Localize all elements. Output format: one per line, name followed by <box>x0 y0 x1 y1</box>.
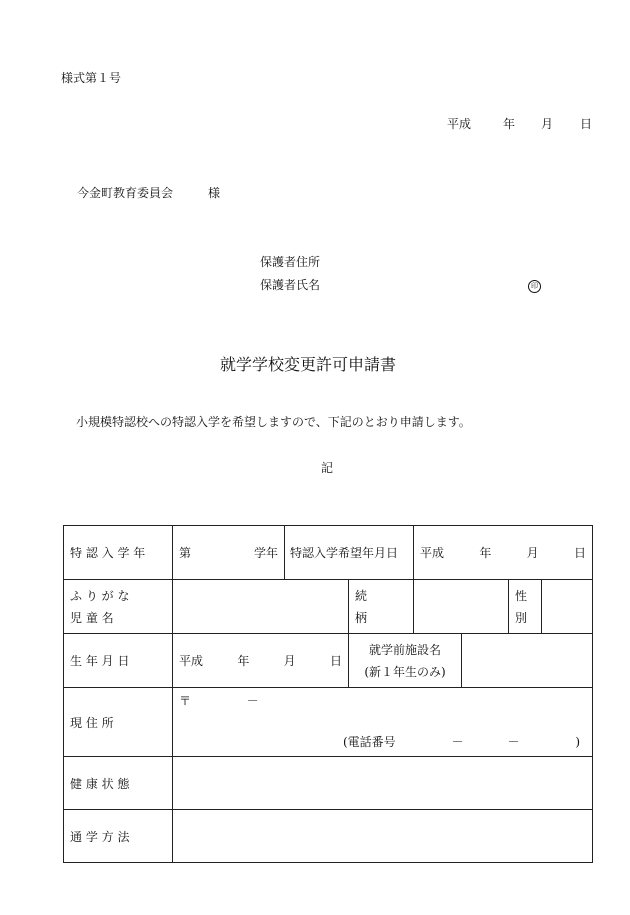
date-year: 年 <box>503 117 516 131</box>
kibou-month: 月 <box>526 546 539 560</box>
cell-preschool[interactable] <box>462 634 593 688</box>
label-furigana-name: ふ り が な 児 童 名 <box>64 580 173 634</box>
label-health: 健 康 状 態 <box>64 757 173 810</box>
row-health <box>64 757 593 810</box>
label-preschool: 就学前施設名 (新１年生のみ) <box>349 634 462 688</box>
label-sei: 性 別 <box>509 580 542 634</box>
phone-label: (電話番号 <box>343 735 396 749</box>
row-commute <box>64 810 593 863</box>
label-zokugara: 続 柄 <box>349 580 414 634</box>
cell-sei[interactable] <box>542 580 593 634</box>
kibou-day: 日 <box>574 546 587 560</box>
document-title: 就学学校変更許可申請書 <box>220 355 397 374</box>
dai-text: 第 <box>179 546 192 560</box>
birth-month: 月 <box>283 654 296 668</box>
applicant-address-label: 保護者住所 <box>260 255 321 269</box>
row-child-name <box>64 580 593 634</box>
postal-dash: － <box>246 694 259 708</box>
row-tokunin-nyugaku <box>64 526 593 580</box>
label-commute: 通 学 方 法 <box>64 810 173 863</box>
cell-health[interactable] <box>173 757 593 810</box>
birth-era: 平成 <box>179 654 204 668</box>
label-address: 現 住 所 <box>64 688 173 757</box>
phone-dash-1: － <box>451 735 464 749</box>
row-birthdate <box>64 634 593 688</box>
application-table <box>63 525 593 863</box>
addressee-org: 今金町教育委員会 <box>77 186 174 200</box>
phone-dash-2: － <box>507 735 520 749</box>
phone-close: ) <box>575 734 581 749</box>
body-text: 小規模特認校への特認入学を希望しますので、下記のとおり申請します。 <box>76 415 471 429</box>
cell-kibou-date[interactable] <box>414 526 593 580</box>
cell-zokugara[interactable] <box>414 580 509 634</box>
cell-address[interactable] <box>173 688 593 757</box>
date-era: 平成 <box>447 117 472 131</box>
label-birthdate: 生 年 月 日 <box>64 634 173 688</box>
kibou-year: 年 <box>479 546 492 560</box>
cell-grade[interactable] <box>173 526 285 580</box>
seal-mark: 印 <box>528 278 541 293</box>
cell-child-name[interactable] <box>173 580 349 634</box>
label-kibou-date: 特認入学希望年月日 <box>285 526 414 580</box>
date-day: 日 <box>580 117 593 131</box>
label-tokunin-nyugakunen: 特 認 入 学 年 <box>64 526 173 580</box>
kibou-era: 平成 <box>420 546 445 560</box>
addressee-honorific: 様 <box>208 186 221 200</box>
ki-label: 記 <box>321 461 334 475</box>
form-number: 様式第１号 <box>61 71 122 85</box>
row-address <box>64 688 593 757</box>
gakunen-text: 学年 <box>253 546 278 560</box>
birth-year: 年 <box>237 654 250 668</box>
birth-day: 日 <box>329 654 342 668</box>
applicant-name-label: 保護者氏名 <box>260 278 321 292</box>
date-month: 月 <box>541 117 554 131</box>
cell-commute[interactable] <box>173 810 593 863</box>
phone-line <box>343 733 580 750</box>
postal-mark: 〒 <box>179 694 192 708</box>
cell-birthdate[interactable] <box>173 634 349 688</box>
